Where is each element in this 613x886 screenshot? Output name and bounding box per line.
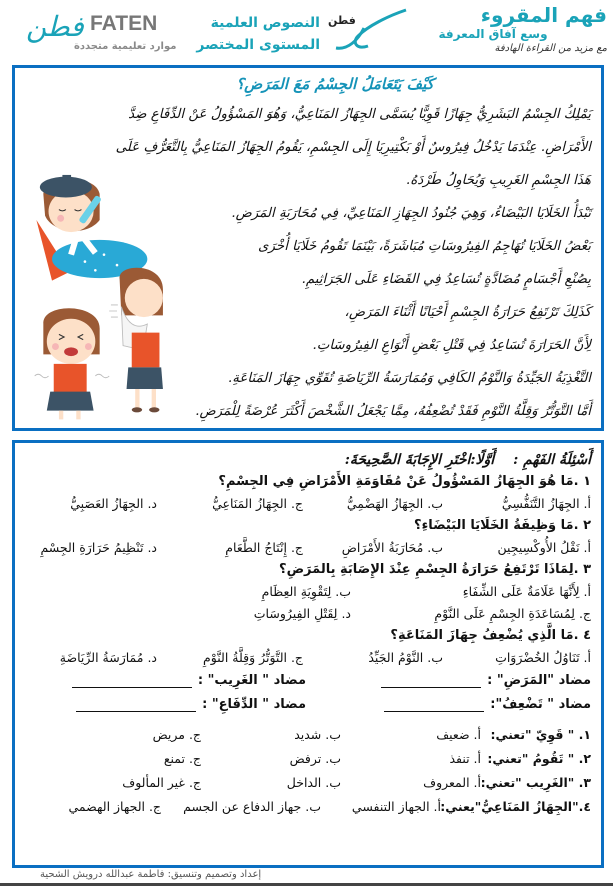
meaning-label: ٢. " تَقُومُ "تعني: [487, 751, 591, 766]
brand-block [407, 4, 607, 55]
passage-line: لِأَنَّ الحَرَارَةَ تُسَاعِدُ فِي قَتْلِ بَعْضِ أَنْوَاعِ الفِيرُوسَاتِ. [312, 338, 591, 353]
answer-option[interactable]: أ. الجِهَازُ التَّنَفُّسِيُّ [501, 496, 591, 511]
series-line-2: المستوى المختصر [196, 37, 320, 53]
meaning-option[interactable]: ج. تمنع [163, 751, 201, 766]
question-text: ٣ .لِمَاذَا تَرْتَفِعُ حَرَارَةُ الجِسْمِ عِنْدَ الإِصَابَةِ بِالمَرَضِ؟ [279, 562, 591, 577]
faten-logo [20, 4, 190, 62]
passage-line: بَعْضُ الخَلَايَا تُهَاجِمُ الفِيرُوسَاتِ مُبَاشَرَةً، بَيْنَمَا تَقُومُ خَلَايَا أُخْرَى [258, 239, 591, 254]
answer-option[interactable]: أ. لِأَنَّهَا عَلَامَةٌ عَلَى الشِّفَاءِ [462, 584, 591, 599]
meaning-option[interactable]: ب. الداخل [286, 775, 341, 790]
answer-option[interactable]: ج. الجِهَازُ المَنَاعِيُّ [212, 496, 303, 511]
answer-option[interactable]: ج. لِمُسَاعَدَةِ الجِسْمِ عَلَى النَّوْمِ [434, 606, 591, 621]
logo-subtitle: موارد تعليمية متجددة [74, 41, 177, 52]
antonym-row [21, 693, 591, 717]
meaning-option[interactable]: ب. جهاز الدفاع عن الجسم [183, 799, 321, 814]
question-text: ١ .مَا هُوَ الجِهَازُ المَسْؤُولُ عَنْ مُقَاوَمَةِ الأَمْرَاضِ فِي الجِسْمِ؟ [218, 474, 591, 489]
passage-text [25, 98, 591, 428]
series-line-1: النصوص العلمية [210, 15, 320, 31]
answer-option[interactable]: ج. إِنْتَاجُ الطَّعَامِ [225, 540, 303, 555]
antonym-item [21, 693, 306, 717]
meaning-option[interactable]: أ. الجهاز التنفسي [351, 799, 441, 814]
questions-frame [12, 440, 604, 868]
antonym-item [306, 669, 591, 693]
meaning-option[interactable]: ج. الجهاز الهضمي [68, 799, 161, 814]
answer-options [21, 647, 591, 669]
answer-option[interactable]: ج. التَّوَتُّرُ وَقِلَّةُ النَّوْمِ [203, 650, 303, 665]
answer-option[interactable]: د. تَنْظِيمُ حَرَارَةِ الجِسْمِ [40, 540, 157, 555]
answer-option[interactable]: ب. النَّوْمُ الجَيِّدُ [368, 650, 443, 665]
answer-option[interactable]: ب. لِتَقْوِيَةِ العِظَامِ [261, 584, 351, 599]
antonym-item [21, 669, 306, 693]
page-header [0, 0, 613, 66]
question-text: ٢ .مَا وَظِيفَةُ الخَلَايَا البَيْضَاءِ؟ [414, 518, 591, 533]
brand-title: فهم المقروء [480, 3, 607, 27]
meaning-option[interactable]: ب. ترفض [289, 751, 341, 766]
answer-options [21, 603, 591, 625]
questions-heading [21, 449, 591, 471]
meaning-option[interactable]: ج. غير المألوف [122, 775, 201, 790]
answer-option[interactable]: د. الجِهَازُ العَصَبِيُّ [70, 496, 157, 511]
meaning-option[interactable]: أ. ضعيف [436, 727, 481, 742]
passage-line: كَذَلِكَ تَرْتَفِعُ حَرَارَةُ الجِسْمِ أَحْيَانًا أَثْنَاءَ المَرَضِ، [344, 305, 591, 320]
logo-arabic: فطن [26, 10, 84, 43]
answer-options [21, 581, 591, 603]
antonym-label: مضاد " تَضْعِفُ": [490, 697, 591, 712]
answer-option[interactable]: د. مُمَارَسَةُ الرِّيَاضَةِ [59, 650, 157, 665]
passage-line: يَمْلِكُ الجِسْمُ البَشَرِيُّ جِهَازًا قَوِيًّا يُسَمَّى الجِهَازُ المَنَاعِيُّ، وَهُوَ المَسْؤُولُ عَنْ الدِّفَاعِ ضِدَّ [128, 107, 591, 122]
meaning-option[interactable]: ب. شديد [294, 727, 341, 742]
brand-subtitle: وسع آفاق المعرفة [438, 27, 548, 41]
meaning-label: ٣. "الغَرِيب "تعني: [480, 775, 591, 790]
meaning-row [21, 795, 591, 819]
antonym-item [306, 693, 591, 717]
questions-content [21, 449, 591, 819]
passage-line: بِصُنْعِ أَجْسَامٍ مُضَادَّةٍ تُسَاعِدُ فِي القَضَاءِ عَلَى الجَرَاثِيمِ. [301, 272, 591, 287]
answer-option[interactable]: أ. تَنَاوُلُ الخُضْرَوَاتِ [495, 650, 591, 665]
antonym-answer-blank[interactable] [384, 693, 484, 712]
antonym-label: مضاد "المَرَضِ" : [487, 673, 591, 688]
meaning-label: ٤."الجِهَازُ المَنَاعِيُّ"يعني: [440, 799, 591, 814]
antonym-label: مضاد " الغَرِيب" : [197, 673, 306, 688]
part-label: أَوَّلًا:اخْتَرِ الإِجَابَةَ الصَّحِيحَةَ: [344, 452, 495, 468]
answer-options [21, 493, 591, 515]
meaning-option[interactable]: أ. المعروف [423, 775, 481, 790]
passage-line: هَذَا الجِسْمِ الغَرِيبِ وَيُحَاوِلُ طَرْدَهُ. [405, 173, 591, 188]
meaning-label: ١. " قَوِيّ "تعني: [490, 727, 591, 742]
author-credit: إعداد وتصميم وتنسيق: فاطمة عبدالله درويش الشحية [40, 869, 262, 880]
passage-line: تَبْدَأُ الخَلَايَا البَيْضَاءُ، وَهِيَ جُنُودُ الجِهَازِ المَنَاعِيِّ، فِي مُحَارَبَةِ المَرَضِ. [231, 206, 591, 221]
meaning-option[interactable]: ج. مريض [152, 727, 201, 742]
question-text: ٤ .مَا الَّذِي يُضْعِفُ جِهَازَ المَنَاعَةِ؟ [390, 628, 591, 643]
passage-title: كَيْفَ يَتَعَامَلُ الجِسْمُ مَعَ المَرَضِ؟ [236, 75, 434, 93]
series-block [196, 4, 410, 62]
meaning-row [21, 723, 591, 747]
antonym-label: مضاد " الدِّفَاعِ" : [202, 697, 306, 712]
logo-latin: FATEN [90, 12, 158, 35]
passage-line: التَّغْذِيَةُ الجَيِّدَةُ وَالنَّوْمُ الكَافِي وَمُمَارَسَةُ الرِّيَاضَةِ تُقَوِّي جِهَازَ المَنَاعَةِ. [227, 371, 591, 386]
passage-line: الأَمْرَاضِ. عِنْدَمَا يَدْخُلُ فِيرُوسٌ أَوْ بَكْتِيرِيَا إِلَى الجِسْمِ، يَقُومُ الجِهَازُ المَنَاعِيُّ بِالتَّعَرُّفِ عَلَى [115, 140, 591, 155]
meaning-row [21, 771, 591, 795]
passage-line: أَمَّا التَّوَتُّرُ وَقِلَّةُ النَّوْمِ فَقَدْ تُضْعِفُهُ، مِمَّا يَجْعَلُ الشَّخْصَ أَكْثَرَ عُرْضَةً لِلْمَرَضِ. [195, 404, 591, 419]
antonym-row [21, 669, 591, 693]
meaning-option[interactable]: أ. تنفذ [449, 751, 481, 766]
meaning-row [21, 747, 591, 771]
series-mark: فطن [328, 14, 356, 27]
antonym-answer-blank[interactable] [76, 693, 196, 712]
antonym-answer-blank[interactable] [381, 669, 481, 688]
section-label: أَسْئِلَةُ الفَهْمِ : [513, 452, 591, 468]
passage-frame [12, 65, 604, 431]
answer-option[interactable]: ب. مُحَارَبَةُ الأَمْرَاضِ [341, 540, 443, 555]
antonym-answer-blank[interactable] [72, 669, 192, 688]
brand-tagline: مع مزيد من القراءة الهادفة [494, 43, 607, 54]
answer-options [21, 537, 591, 559]
answer-option[interactable]: أ. نَقْلُ الأُوكْسِيجِين [497, 540, 591, 555]
answer-option[interactable]: د. لِقَتْلِ الفِيرُوسَاتِ [253, 606, 351, 621]
answer-option[interactable]: ب. الجِهَازُ الهَضْمِيُّ [346, 496, 443, 511]
